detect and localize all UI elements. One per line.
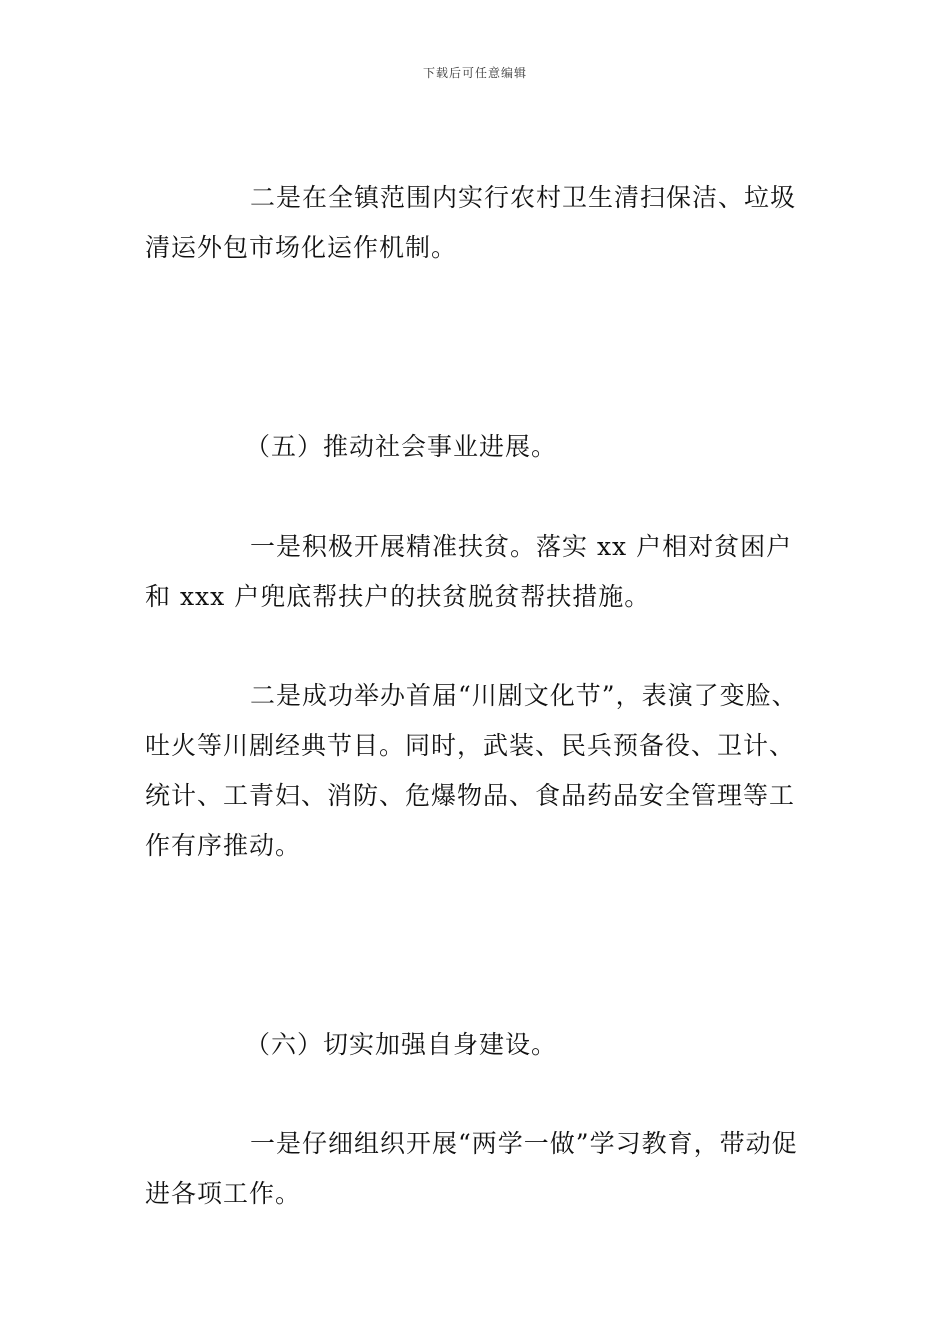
section-heading-self-building: （六）切实加强自身建设。 (245, 1030, 558, 1059)
paragraph-study-education: 一是仔细组织开展“两学一做”学习教育，带动促进各项工作。 (145, 1129, 798, 1208)
paragraph-opera-festival: 二是成功举办首届“川剧文化节”，表演了变脸、吐火等川剧经典节目。同时，武装、民兵预备役、卫计、统计、工青妇、消防、危爆物品、食品药品安全管理等工作有序推动。 (145, 681, 798, 860)
page-header: 下载后可任意编辑 (422, 66, 527, 80)
paragraph-sanitation: 二是在全镇范围内实行农村卫生清扫保洁、垃圾清运外包市场化运作机制。 (145, 183, 797, 262)
section-heading-social-affairs: （五）推动社会事业进展。 (245, 432, 558, 461)
paragraph-poverty-alleviation: 一是积极开展精准扶贫。落实 xx 户相对贫困户和 xxx 户兜底帮扶户的扶贫脱贫帮扶措施。 (145, 532, 793, 611)
